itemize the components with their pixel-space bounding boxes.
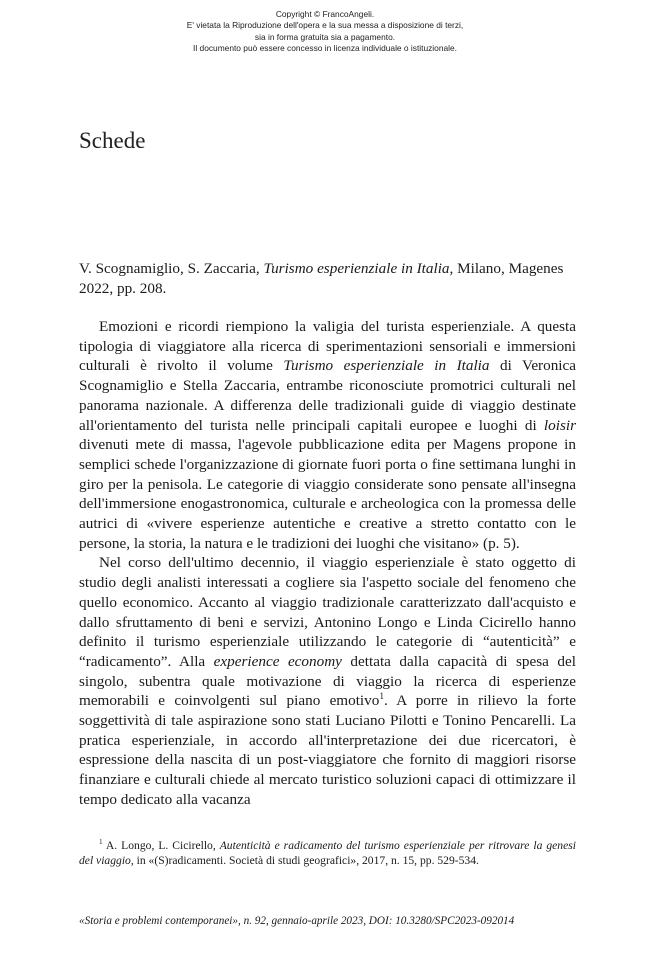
footnote <box>79 838 576 868</box>
citation-authors: V. Scognamiglio, S. Zaccaria, <box>79 260 264 277</box>
paragraph <box>79 317 576 553</box>
text-run: di Veronica Scognamiglio e Stella Zaccaria, entrambe riconosciute promotrici culturali nel panorama nazionale. A differenza delle tradizionali guide di viaggio destinate all'orientamento del turista nelle principali capitali europee e luoghi di <box>79 357 577 434</box>
footnote-title: Autenticità e radicamento del turismo esperienziale per ritrovare la genesi del viaggio <box>79 839 576 868</box>
copyright-line: sia in forma gratuita sia a pagamento. <box>254 31 396 42</box>
copyright-line: E' vietata la Riproduzione dell'opera e la sua messa a disposizione di terzi, <box>186 20 464 31</box>
text-run: . A porre in rilievo la forte soggettività di tale aspirazione sono stati Luciano Pilotti e Tonino Pencarelli. La pratica esperienziale, in accordo all'interpretazione dei due ricercatori, è espressione della nascita di un post-viaggiatore che fornito di maggiori risorse finanziare e culturali chiede al mercato turistico soluzioni capaci di ottimizzare il tempo dedicato alla vacanza <box>79 692 576 808</box>
footnote-source: , in «(S)radicamenti. Società di studi geografici», 2017, n. 15, pp. 529-534. <box>130 854 479 868</box>
citation-title: Turismo esperienziale in Italia <box>263 260 450 277</box>
review-body <box>79 317 576 810</box>
copyright-line: Copyright © FrancoAngeli. <box>275 9 375 19</box>
citation-publisher: , Milano, Magenes 2022, pp. 208. <box>79 260 564 297</box>
italic-term: loisir <box>543 416 576 434</box>
running-footer: «Storia e problemi contemporanei», n. 92, gennaio-aprile 2023, DOI: 10.3280/SPC2023-092014 <box>79 915 515 927</box>
text-run: Nel corso dell'ultimo decennio, il viaggio esperienziale è stato oggetto di studio degli analisti interessati a cogliere sia l'aspetto sociale del fenomeno che quello economico. Accanto al viaggio tradizionale caratterizzato dall'acquisto e dallo sfruttamento di beni e servizi, Antonino Longo e Linda Cicirello hanno definito il turismo esperienziale utilizzando le categorie di “autenticità” e “radicamento”. Alla <box>79 554 576 670</box>
copyright-notice <box>0 9 650 54</box>
italic-term: experience economy <box>213 652 342 670</box>
text-run: dettata dalla capacità di spesa del singolo, subentra quale motivazione di viaggio la ricerca di esperienze memorabili e coinvolgenti sul piano emotivo <box>79 652 576 710</box>
book-title-italic: Turismo esperienziale in Italia <box>283 357 490 375</box>
text-run: Emozioni e ricordi riempiono la valigia del turista esperienziale. A questa tipologia di viaggiatore alla ricerca di sperimentazioni sensoriali e immersioni culturali è rivolto il volume <box>79 318 576 375</box>
copyright-line: Il documento può essere concesso in licenza individuale o istituzionale. <box>193 42 457 53</box>
section-title: Schede <box>79 128 146 153</box>
footnote-authors: A. Longo, L. Cicirello, <box>102 839 220 852</box>
text-run: divenuti mete di massa, l'agevole pubblicazione edita per Magens propone in semplici schede l'organizzazione di giornate fuori porta o fine settimana lunghi in giro per la penisola. Le categorie di viaggio considerate sono pensate all'insegna dell'immersione enogastronomica, culturale e archeologica con la promessa delle autrici di «vivere esperienze autentiche e creative a stretto contatto con le persone, la storia, la natura e le tradizioni dei luoghi che visitano» (p. 5). <box>79 436 576 552</box>
paragraph <box>79 553 576 809</box>
footnote-number: 1 <box>99 838 103 847</box>
footnote-reference[interactable]: 1 <box>379 692 385 703</box>
book-citation <box>79 259 576 298</box>
